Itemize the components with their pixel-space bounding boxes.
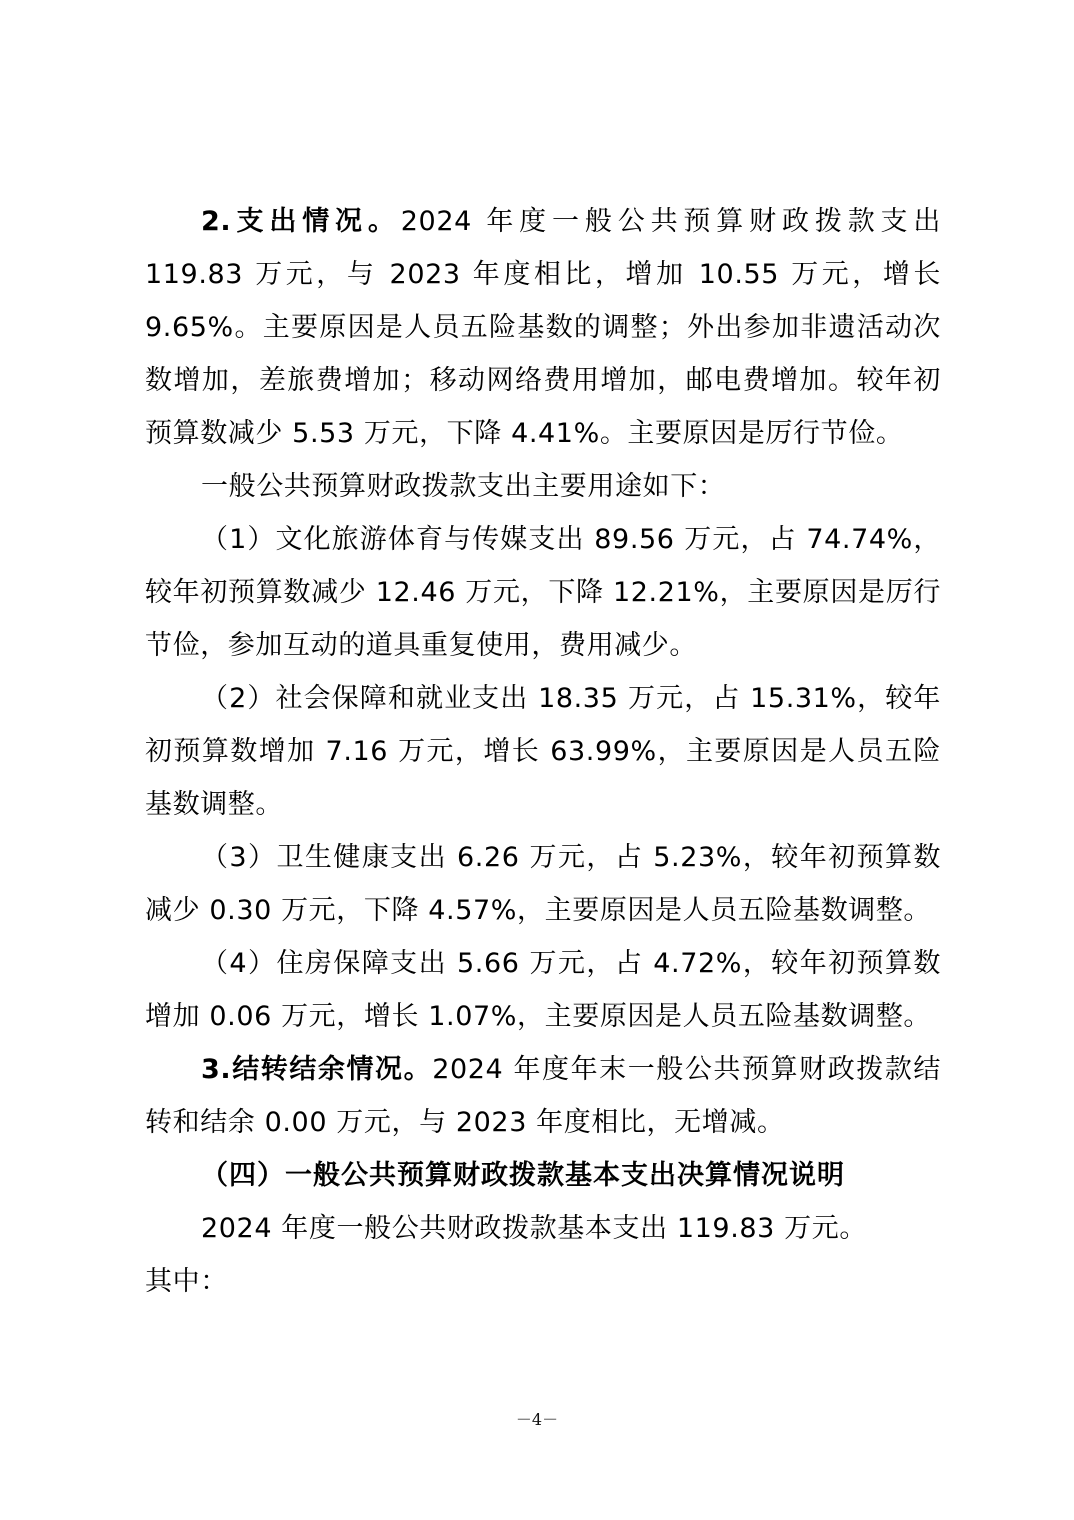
page-number: －4－	[515, 1410, 559, 1429]
usage-item-health: （3）卫生健康支出 6.26 万元，占 5.23%，较年初预算数减少 0.30 万元，下降 4.57%，主要原因是人员五险基数调整。	[145, 842, 941, 926]
document-body	[145, 195, 941, 1308]
expenditure-paragraph	[145, 195, 941, 460]
carryover-text: 2024 年度年末一般公共预算财政拨款结转和结余 0.00 万元，与 2023 年度相比，无增减。	[145, 1054, 941, 1138]
among-paragraph: 其中：	[145, 1266, 228, 1297]
usage-item-housing: （4）住房保障支出 5.66 万元，占 4.72%，较年初预算数增加 0.06 万元，增长 1.07%，主要原因是人员五险基数调整。	[145, 948, 941, 1032]
expenditure-text: 2024 年度一般公共预算财政拨款支出 119.83 万元，与 2023 年度相比，增加 10.55 万元，增长 9.65%。主要原因是人员五险基数的调整；外出参加非遗活动次数增加，差旅费增加；移动网络费用增加，邮电费增加。较年初预算数减少 5.53 万元，下降 4.41%。主要原因是厉行节俭。	[145, 206, 941, 449]
usage-intro-paragraph: 一般公共预算财政拨款支出主要用途如下：	[201, 471, 726, 502]
carryover-paragraph	[145, 1043, 941, 1149]
usage-item-social-security: （2）社会保障和就业支出 18.35 万元，占 15.31%，较年初预算数增加 7.16 万元，增长 63.99%，主要原因是人员五险基数调整。	[145, 683, 941, 820]
section-four-heading: （四）一般公共预算财政拨款基本支出决算情况说明	[201, 1160, 845, 1191]
usage-item-culture: （1）文化旅游体育与传媒支出 89.56 万元，占 74.74%，较年初预算数减少 12.46 万元，下降 12.21%，主要原因是厉行节俭，参加互动的道具重复使用，费用减少。	[145, 524, 941, 661]
expenditure-heading: 2.支出情况。	[201, 206, 401, 237]
carryover-heading: 3.结转结余情况。	[201, 1054, 433, 1085]
basic-expenditure-paragraph: 2024 年度一般公共财政拨款基本支出 119.83 万元。	[201, 1213, 867, 1244]
